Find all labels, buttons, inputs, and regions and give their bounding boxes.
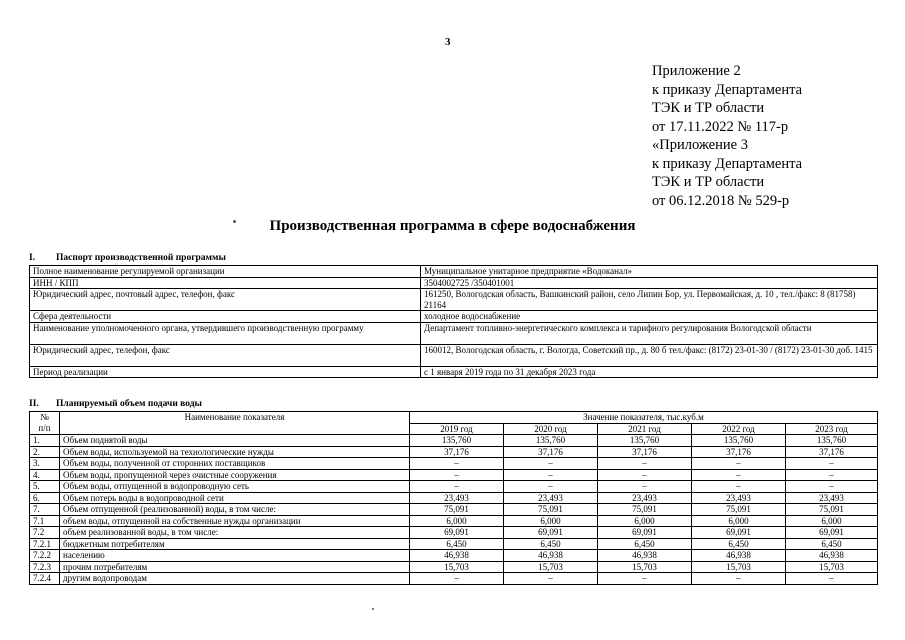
table-row [30,277,878,289]
passport-value: 3504002725 /350401001 [421,277,878,289]
row-value: – [504,481,598,493]
row-value: – [692,573,786,585]
row-name: Объем воды, отпущенной в водопроводную сеть [60,481,410,493]
table-row [30,446,878,458]
row-value: 75,091 [692,504,786,516]
row-name: Объем поднятой воды [60,435,410,447]
row-value: 69,091 [786,527,878,539]
row-value: 6,000 [692,515,786,527]
table-row [30,538,878,550]
row-value: 75,091 [410,504,504,516]
row-value: 75,091 [598,504,692,516]
passport-value: холодное водоснабжение [421,311,878,323]
row-number: 7.1 [30,515,60,527]
passport-value: Муниципальное унитарное предприятие «Водоканал» [421,266,878,278]
table-row [30,515,878,527]
row-name: Объем потерь воды в водопроводной сети [60,492,410,504]
row-value: 46,938 [504,550,598,562]
appendix-stamp [652,62,892,210]
appendix-line: «Приложение 3 [652,137,748,153]
passport-label: Полное наименование регулируемой организации [30,266,421,278]
row-number: 7. [30,504,60,516]
scan-speck [372,608,374,610]
row-value: – [786,469,878,481]
row-number: 7.2.3 [30,561,60,573]
table-row [30,458,878,470]
row-value: – [598,458,692,470]
appendix-line: ТЭК и ТР области [652,174,765,190]
row-value: 23,493 [786,492,878,504]
table-header-row [30,412,878,424]
passport-label: Юридический адрес, телефон, факс [30,344,421,366]
row-value: – [598,469,692,481]
row-number: 6. [30,492,60,504]
row-value: 75,091 [786,504,878,516]
row-name: объем воды, отпущенной на собственные нужды организации [60,515,410,527]
passport-value: 160012, Вологодская область, г. Вологда, Советский пр., д. 80 б тел./факс: (8172) 23-01-30 / (8172) 23-01-30 доб. 1415 [421,344,878,366]
row-value: 69,091 [598,527,692,539]
row-number: 7.2.4 [30,573,60,585]
row-value: – [504,458,598,470]
table-row [30,311,878,323]
header-num-line: п/п [38,422,51,433]
row-value: 6,450 [504,538,598,550]
row-value: – [786,573,878,585]
row-name: бюджетным потребителям [60,538,410,550]
row-number: 7.2.2 [30,550,60,562]
row-value: 6,450 [786,538,878,550]
table-row [30,344,878,366]
section-title: Планируемый объем подачи воды [56,399,202,409]
passport-table [29,265,878,378]
appendix-line: Приложение 2 [652,63,741,79]
row-value: – [410,458,504,470]
row-value: 37,176 [598,446,692,458]
header-num-line: № [40,412,49,422]
row-value: 46,938 [692,550,786,562]
row-value: 23,493 [598,492,692,504]
table-row [30,366,878,378]
row-name: Объем отпущенной (реализованной) воды, в том числе: [60,504,410,516]
row-number: 7.2 [30,527,60,539]
row-number: 1. [30,435,60,447]
table-row [30,561,878,573]
table-row [30,573,878,585]
appendix-line: к приказу Департамента [652,81,803,98]
section-2-heading [29,399,202,409]
row-value: – [410,481,504,493]
row-value: 23,493 [504,492,598,504]
row-name: прочим потребителям [60,561,410,573]
row-value: 135,760 [410,435,504,447]
row-value: 69,091 [504,527,598,539]
row-number: 3. [30,458,60,470]
passport-label: ИНН / КПП [30,277,421,289]
scan-speck [233,220,236,223]
row-value: 69,091 [692,527,786,539]
row-value: – [504,573,598,585]
appendix-line: от 17.11.2022 № 117-р [652,118,789,135]
row-value: 15,703 [786,561,878,573]
row-value: – [410,469,504,481]
appendix-line: ТЭК и ТР области [652,100,765,116]
table-row [30,481,878,493]
header-num [30,412,60,435]
row-value: 37,176 [410,446,504,458]
row-value: 6,000 [786,515,878,527]
row-value: 6,450 [598,538,692,550]
row-value: – [504,469,598,481]
row-value: 75,091 [504,504,598,516]
row-number: 5. [30,481,60,493]
section-number: II. [29,399,39,409]
row-value: 46,938 [410,550,504,562]
row-name: другим водопроводам [60,573,410,585]
row-value: 37,176 [786,446,878,458]
row-value: 46,938 [786,550,878,562]
row-value: 15,703 [692,561,786,573]
row-value: 135,760 [504,435,598,447]
appendix-line: к приказу Департамента [652,155,803,172]
row-value: 69,091 [410,527,504,539]
section-1-heading [29,253,226,263]
table-row [30,322,878,344]
row-value: 15,703 [504,561,598,573]
header-year: 2020 год [504,423,598,435]
row-value: 6,000 [504,515,598,527]
row-value: 23,493 [692,492,786,504]
row-name: Объем воды, используемой на технологические нужды [60,446,410,458]
row-value: – [598,481,692,493]
row-name: Объем воды, пропущенной через очистные сооружения [60,469,410,481]
header-value-group: Значение показателя, тыс.куб.м [410,412,878,424]
passport-value: 161250, Вологодская область, Вашкинский район, село Липин Бор, ул. Первомайская, д. 10 , тел./факс: 8 (81758) 21164 [421,289,878,311]
row-value: 6,450 [410,538,504,550]
row-value: 15,703 [410,561,504,573]
passport-label: Юридический адрес, почтовый адрес, телефон, факс [30,289,421,311]
passport-value: с 1 января 2019 года по 31 декабря 2023 года [421,366,878,378]
row-number: 2. [30,446,60,458]
row-value: 37,176 [504,446,598,458]
table-row [30,289,878,311]
row-value: 135,760 [598,435,692,447]
header-year: 2021 год [598,423,692,435]
header-year: 2023 год [786,423,878,435]
row-value: – [786,458,878,470]
table-row [30,504,878,516]
header-name: Наименование показателя [60,412,410,435]
table-row [30,469,878,481]
passport-label: Наименование уполномоченного органа, утвердившего производственную программу [30,322,421,344]
row-value: – [598,573,692,585]
row-name: объем реализованной воды, в том числе: [60,527,410,539]
row-value: 23,493 [410,492,504,504]
page-number: 3 [445,36,451,48]
row-value: 135,760 [786,435,878,447]
row-value: 6,450 [692,538,786,550]
water-volume-table [29,411,878,585]
document-title: Производственная программа в сфере водоснабжения [269,218,636,234]
row-value: 46,938 [598,550,692,562]
passport-value: Департамент топливно-энергетического комплекса и тарифного регулирования Вологодской области [421,322,878,344]
row-value: – [692,481,786,493]
passport-label: Сфера деятельности [30,311,421,323]
table-row [30,266,878,278]
table-row [30,435,878,447]
row-value: – [410,573,504,585]
row-value: 6,000 [410,515,504,527]
row-number: 4. [30,469,60,481]
header-year: 2019 год [410,423,504,435]
row-name: Объем воды, полученной от сторонних поставщиков [60,458,410,470]
table-row [30,527,878,539]
header-year: 2022 год [692,423,786,435]
row-value: – [692,469,786,481]
row-value: – [692,458,786,470]
row-value: 15,703 [598,561,692,573]
row-value: 135,760 [692,435,786,447]
row-value: 37,176 [692,446,786,458]
passport-label: Период реализации [30,366,421,378]
row-name: населению [60,550,410,562]
table-row [30,492,878,504]
section-number: I. [29,253,36,263]
section-title: Паспорт производственной программы [56,253,226,263]
table-row [30,550,878,562]
row-value: – [786,481,878,493]
row-value: 6,000 [598,515,692,527]
appendix-line: от 06.12.2018 № 529-р [652,192,790,209]
row-number: 7.2.1 [30,538,60,550]
